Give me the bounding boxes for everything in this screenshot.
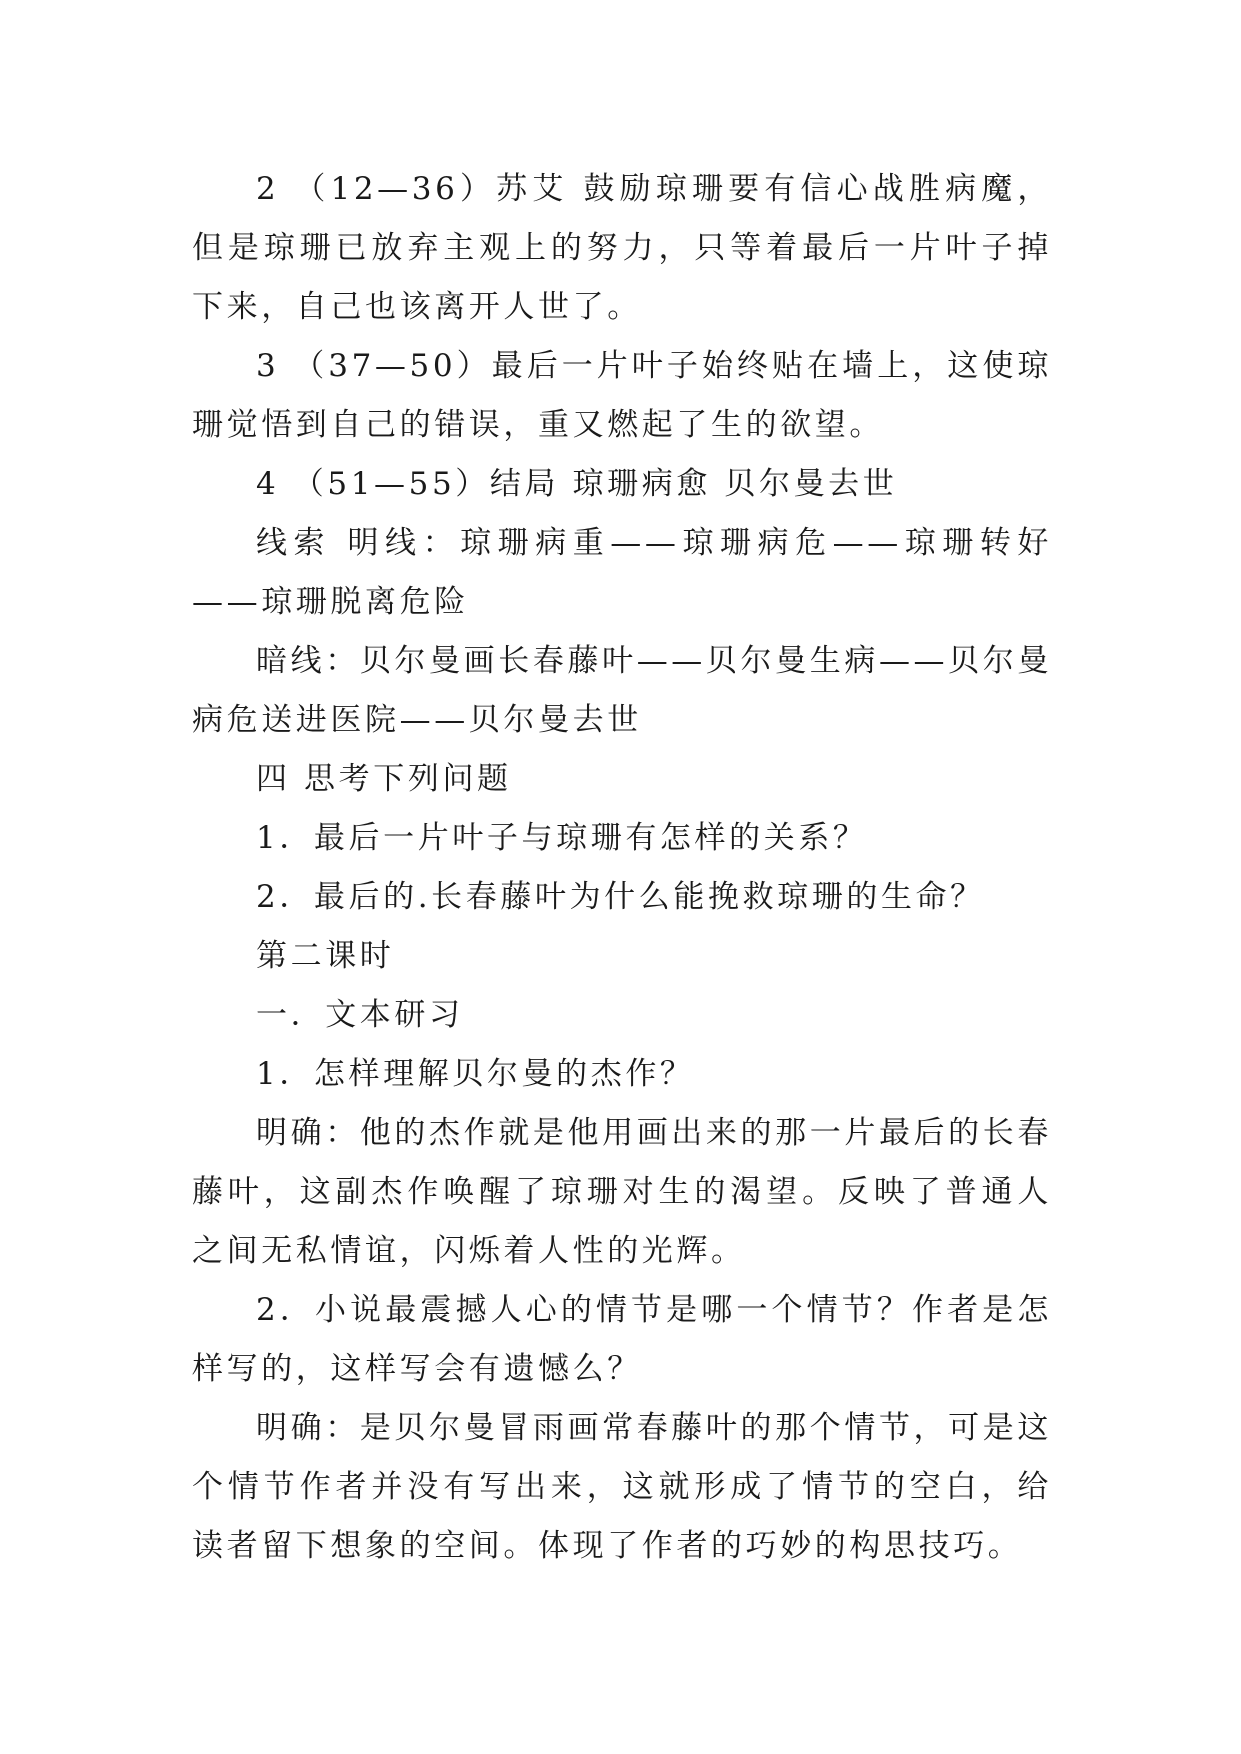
answer-1: 明确：他的杰作就是他用画出来的那一片最后的长春藤叶，这副杰作唤醒了琼珊对生的渴望。反映了普通人之间无私情谊，闪烁着人性的光辉。 xyxy=(192,1115,1052,1269)
paragraph-main-clue: 线索 明线：琼珊病重——琼珊病危——琼珊转好——琼珊脱离危险 xyxy=(192,525,1052,620)
document-page xyxy=(192,160,1052,1576)
study-question-1: 1．怎样理解贝尔曼的杰作？ xyxy=(256,1056,695,1092)
paragraph-summary-part-4: 4 （51—55）结局 琼珊病愈 贝尔曼去世 xyxy=(256,466,898,502)
paragraph-summary-part-3: 3 （37—50）最后一片叶子始终贴在墙上，这使琼珊觉悟到自己的错误，重又燃起了生的欲望。 xyxy=(192,348,1052,443)
study-question-2: 2．小说最震撼人心的情节是哪一个情节？作者是怎样写的，这样写会有遗憾么？ xyxy=(192,1292,1052,1387)
paragraph-summary-part-2: 2 （12—36）苏艾 鼓励琼珊要有信心战胜病魔，但是琼珊已放弃主观上的努力，只等着最后一片叶子掉下来，自己也该离开人世了。 xyxy=(192,171,1052,325)
section-heading-questions: 四 思考下列问题 xyxy=(256,761,512,797)
question-1: 1．最后一片叶子与琼珊有怎样的关系？ xyxy=(256,820,868,856)
question-2: 2．最后的.长春藤叶为什么能挽救琼珊的生命？ xyxy=(256,879,985,915)
section-heading-text-study: 一．文本研习 xyxy=(256,997,464,1033)
lesson-heading-second: 第二课时 xyxy=(256,938,395,974)
answer-2: 明确：是贝尔曼冒雨画常春藤叶的那个情节，可是这个情节作者并没有写出来，这就形成了情节的空白，给读者留下想象的空间。体现了作者的巧妙的构思技巧。 xyxy=(192,1410,1052,1564)
paragraph-hidden-clue: 暗线：贝尔曼画长春藤叶——贝尔曼生病——贝尔曼病危送进医院——贝尔曼去世 xyxy=(192,643,1052,738)
